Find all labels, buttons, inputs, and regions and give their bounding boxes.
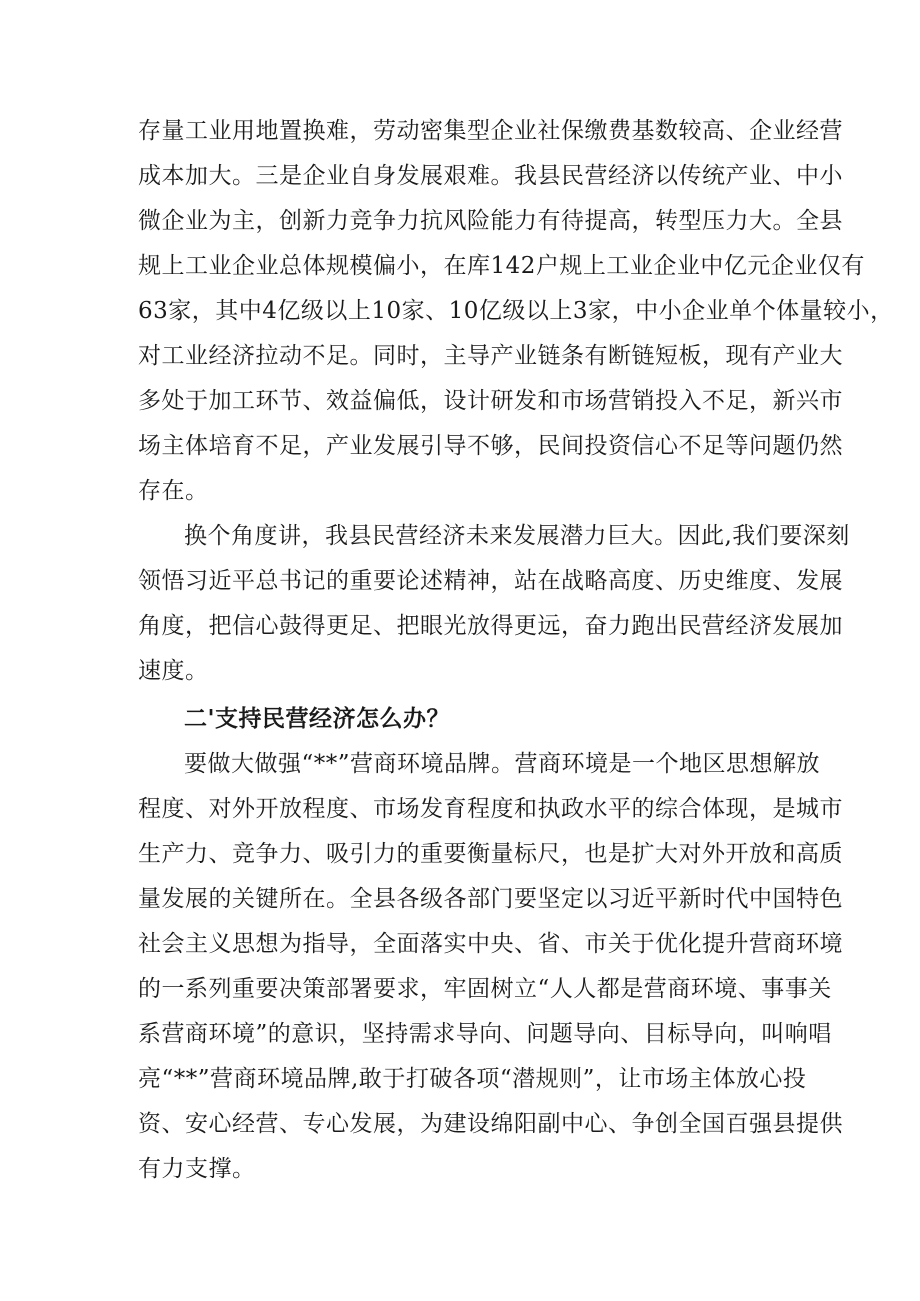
paragraph-line: 角度，把信心鼓得更足、把眼光放得更远，奋力跑出民营经济发展加 [138,613,843,639]
paragraph-line: 63家，其中4亿级以上10家、10亿级以上3家，中小企业单个体量较小， [138,298,894,324]
paragraph-line: 系营商环境”的意识，坚持需求导向、问题导向、目标导向，叫响唱 [138,1021,832,1047]
paragraph-line: 有力支撑。 [138,1156,256,1182]
paragraph-line: 存量工业用地置换难，劳动密集型企业社保缴费基数较高、企业经营 [138,118,843,144]
paragraph-line: 量发展的关键所在。全县各级各部门要坚定以习近平新时代中国特色 [138,886,843,912]
paragraph-line: 程度、对外开放程度、市场发育程度和执政水平的综合体现，是城市 [138,796,843,822]
paragraph-line: 存在。 [138,478,209,504]
paragraph-line: 社会主义思想为指导，全面落实中央、省、市关于优化提升营商环境 [138,931,843,957]
paragraph-line: 微企业为主，创新力竞争力抗风险能力有待提高，转型压力大。全县 [138,208,843,234]
paragraph-line: 规上工业企业总体规模偏小，在库142户规上工业企业中亿元企业仅有 [138,253,865,279]
section-heading: 二'支持民营经济怎么办？ [184,706,451,732]
paragraph-line: 领悟习近平总书记的重要论述精神，站在战略高度、历史维度、发展 [138,568,843,594]
paragraph-line: 生产力、竞争力、吸引力的重要衡量标尺，也是扩大对外开放和高质 [138,841,843,867]
paragraph-line: 对工业经济拉动不足。同时，主导产业链条有断链短板，现有产业大 [138,343,843,369]
paragraph-line: 换个角度讲，我县民营经济未来发展潜力巨大。因此,我们要深刻 [184,523,850,549]
paragraph-line: 成本加大。三是企业自身发展艰难。我县民营经济以传统产业、中小 [138,163,843,189]
paragraph-line: 要做大做强“**”营商环境品牌。营商环境是一个地区思想解放 [184,751,821,777]
paragraph-line: 的一系列重要决策部署要求，牢固树立“人人都是营商环境、事事关 [138,976,832,1002]
paragraph-line: 资、安心经营、专心发展，为建设绵阳副中心、争创全国百强县提供 [138,1111,843,1137]
paragraph-line: 速度。 [138,658,209,684]
paragraph-line: 多处于加工环节、效益偏低，设计研发和市场营销投入不足，新兴市 [138,388,843,414]
paragraph-line: 亮“**”营商环境品牌,敢于打破各项“潜规则”，让市场主体放心投 [138,1066,807,1092]
paragraph-line: 场主体培育不足，产业发展引导不够，民间投资信心不足等问题仍然 [138,433,843,459]
